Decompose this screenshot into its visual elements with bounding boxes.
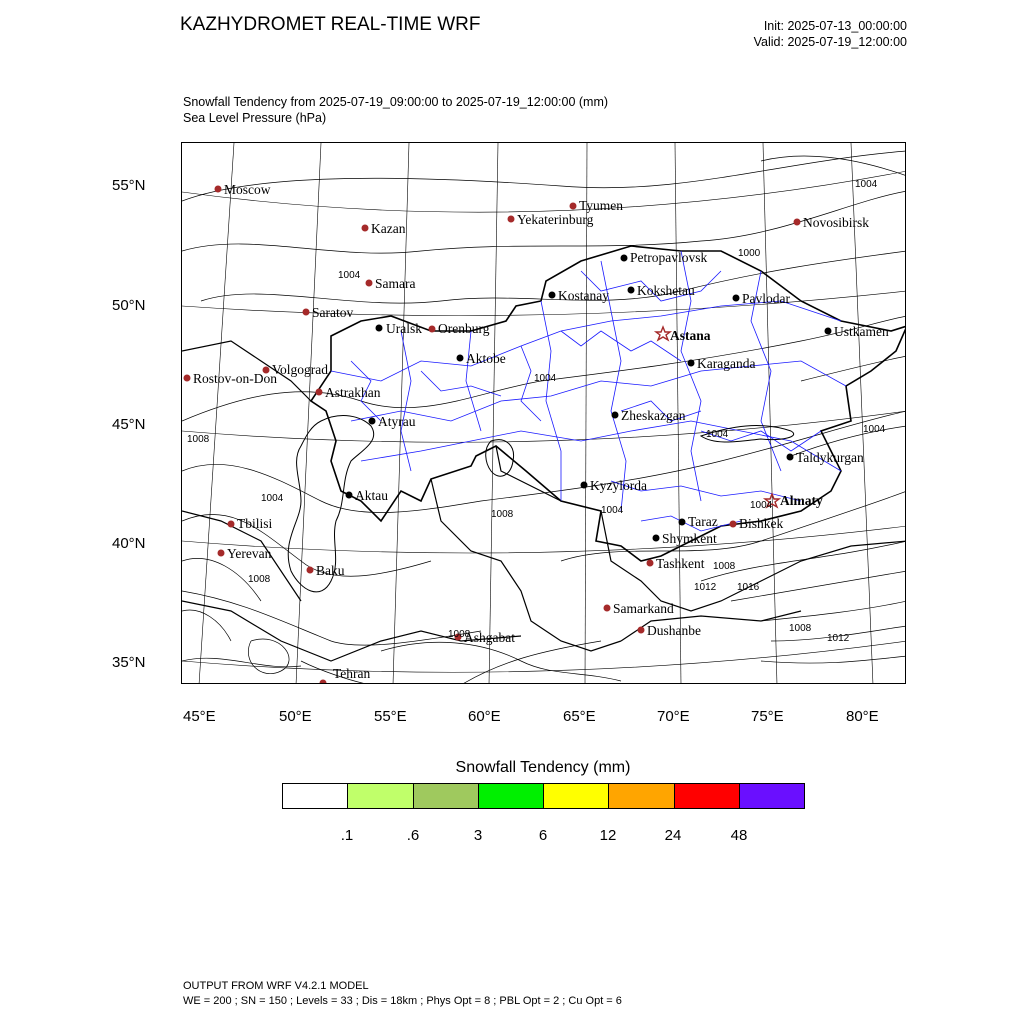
city-labels bbox=[193, 182, 889, 681]
city-label: Taldykurgan bbox=[796, 450, 864, 465]
model-info: OUTPUT FROM WRF V4.2.1 MODEL bbox=[183, 980, 369, 992]
city-markers bbox=[184, 186, 832, 685]
city-label: Dushanbe bbox=[647, 623, 701, 638]
marker-tbilisi[interactable] bbox=[228, 521, 235, 528]
colorbar-label: 6 bbox=[538, 827, 548, 844]
city-label: Volgograd bbox=[272, 362, 328, 377]
city-label: Ustkamen bbox=[834, 324, 889, 339]
isobar-label: 1004 bbox=[863, 424, 886, 435]
city-label: Kazan bbox=[371, 221, 406, 236]
city-label: Karaganda bbox=[697, 356, 756, 371]
marker-dushanbe[interactable] bbox=[638, 627, 645, 634]
city-label: Almaty bbox=[780, 493, 823, 508]
marker-bishkek[interactable] bbox=[730, 521, 737, 528]
marker-aktau[interactable] bbox=[346, 492, 353, 499]
colorbar-label: 24 bbox=[664, 827, 682, 844]
city-label: Astrakhan bbox=[325, 385, 381, 400]
marker-samara[interactable] bbox=[366, 280, 373, 287]
city-label: Uralsk bbox=[386, 321, 422, 336]
colorbar-segment bbox=[348, 784, 413, 808]
lon-label-55: 55°E bbox=[374, 708, 407, 725]
lat-label-35: 35°N bbox=[112, 654, 146, 671]
colorbar-segment bbox=[283, 784, 348, 808]
marker-moscow[interactable] bbox=[215, 186, 222, 193]
lon-label-60: 60°E bbox=[468, 708, 501, 725]
isobar-label: 1016 bbox=[737, 582, 760, 593]
marker-tashkent[interactable] bbox=[647, 560, 654, 567]
marker-petropavlovsk[interactable] bbox=[621, 255, 628, 262]
lon-label-65: 65°E bbox=[563, 708, 596, 725]
colorbar-segment bbox=[675, 784, 740, 808]
city-label: Tbilisi bbox=[237, 516, 273, 531]
colorbar-title: Snowfall Tendency (mm) bbox=[455, 759, 631, 776]
isobar-label: 1000 bbox=[738, 248, 761, 259]
isobar-label: 1004 bbox=[601, 505, 624, 516]
field-subtitle: Snowfall Tendency from 2025-07-19_09:00:00 to 2025-07-19_12:00:00 (mm) bbox=[183, 95, 609, 109]
city-label: Yekaterinburg bbox=[517, 212, 594, 227]
isobars bbox=[182, 151, 906, 684]
marker-shymkent[interactable] bbox=[653, 535, 660, 542]
marker-taraz[interactable] bbox=[679, 519, 686, 526]
city-label: Samarkand bbox=[613, 601, 674, 616]
marker-astrakhan[interactable] bbox=[316, 389, 323, 396]
city-label: Kyzylorda bbox=[590, 478, 647, 493]
lon-label-70: 70°E bbox=[657, 708, 690, 725]
lat-label-45: 45°N bbox=[112, 416, 146, 433]
city-label: Ashgabat bbox=[464, 630, 515, 645]
lat-label-50: 50°N bbox=[112, 297, 146, 314]
city-label: Kostanay bbox=[558, 288, 609, 303]
marker-karaganda[interactable] bbox=[688, 360, 695, 367]
star-icon[interactable] bbox=[656, 327, 670, 340]
marker-tehran[interactable] bbox=[320, 680, 327, 685]
marker-tyumen[interactable] bbox=[570, 203, 577, 210]
isobar-label: 1012 bbox=[827, 633, 850, 644]
city-label: Tehran bbox=[333, 666, 371, 681]
colorbar bbox=[282, 783, 805, 809]
marker-orenburg[interactable] bbox=[429, 326, 436, 333]
marker-kyzylorda[interactable] bbox=[581, 482, 588, 489]
isobar-label: 1004 bbox=[338, 270, 361, 281]
init-time: Init: 2025-07-13_00:00:00 bbox=[763, 19, 907, 33]
colorbar-label: .6 bbox=[406, 827, 420, 844]
isobar-label: 1008 bbox=[491, 509, 514, 520]
city-label: Tyumen bbox=[579, 198, 624, 213]
city-label: Aktau bbox=[355, 488, 388, 503]
marker-saratov[interactable] bbox=[303, 309, 310, 316]
marker-baku[interactable] bbox=[307, 567, 314, 574]
colorbar-label: 48 bbox=[730, 827, 748, 844]
marker-atyrau[interactable] bbox=[369, 418, 376, 425]
marker-uralsk[interactable] bbox=[376, 325, 383, 332]
isobar-label: 1004 bbox=[261, 493, 284, 504]
isobar-label: 1008 bbox=[713, 561, 736, 572]
run-times bbox=[754, 18, 907, 50]
marker-kazan[interactable] bbox=[362, 225, 369, 232]
city-label: Atyrau bbox=[378, 414, 416, 429]
marker-kostanay[interactable] bbox=[549, 292, 556, 299]
lon-label-45: 45°E bbox=[183, 708, 216, 725]
valid-time: Valid: 2025-07-19_12:00:00 bbox=[753, 35, 907, 49]
colorbar-label: .1 bbox=[340, 827, 354, 844]
isobar-label: 1004 bbox=[706, 429, 729, 440]
map-svg bbox=[182, 143, 906, 684]
marker-aktobe[interactable] bbox=[457, 355, 464, 362]
city-label: Samara bbox=[375, 276, 416, 291]
city-label: Orenburg bbox=[438, 321, 490, 336]
colorbar-segment bbox=[414, 784, 479, 808]
marker-yekaterinburg[interactable] bbox=[508, 216, 515, 223]
city-label: Bishkek bbox=[739, 516, 784, 531]
colorbar-label: 3 bbox=[473, 827, 483, 844]
colorbar-segment bbox=[740, 784, 804, 808]
city-label: Pavlodar bbox=[742, 291, 790, 306]
city-label: Saratov bbox=[312, 305, 354, 320]
isobar-label: 1008 bbox=[187, 434, 210, 445]
city-label: Rostov-on-Don bbox=[193, 371, 277, 386]
isobar-label: 1012 bbox=[694, 582, 717, 593]
city-label: Astana bbox=[670, 328, 711, 343]
city-label: Baku bbox=[316, 563, 345, 578]
isobar-label: 1004 bbox=[855, 179, 878, 190]
lon-label-80: 80°E bbox=[846, 708, 879, 725]
city-label: Kokshetau bbox=[637, 283, 695, 298]
city-label: Yerevan bbox=[227, 546, 272, 561]
model-config: WE = 200 ; SN = 150 ; Levels = 33 ; Dis = 18km ; Phys Opt = 8 ; PBL Opt = 2 ; Cu Opt = 6 bbox=[183, 995, 622, 1007]
marker-rostov[interactable] bbox=[184, 375, 191, 382]
lat-label-55: 55°N bbox=[112, 177, 146, 194]
map-panel[interactable] bbox=[181, 142, 906, 684]
marker-samarkand[interactable] bbox=[604, 605, 611, 612]
marker-yerevan[interactable] bbox=[218, 550, 225, 557]
colorbar-label: 12 bbox=[599, 827, 617, 844]
city-label: Taraz bbox=[688, 514, 718, 529]
city-label: Zheskazgan bbox=[621, 408, 686, 423]
lat-label-40: 40°N bbox=[112, 535, 146, 552]
city-label: Moscow bbox=[224, 182, 271, 197]
marker-kokshetau[interactable] bbox=[628, 287, 635, 294]
contour-subtitle: Sea Level Pressure (hPa) bbox=[183, 111, 327, 125]
colorbar-segment bbox=[479, 784, 544, 808]
isobar-label: 1004 bbox=[534, 373, 557, 384]
city-label: Aktobe bbox=[466, 351, 506, 366]
isobar-label: 1008 bbox=[789, 623, 812, 634]
city-label: Novosibirsk bbox=[803, 215, 870, 230]
city-label: Shymkent bbox=[662, 531, 717, 546]
lon-label-50: 50°E bbox=[279, 708, 312, 725]
isobar-label: 1008 bbox=[248, 574, 271, 585]
marker-pavlodar[interactable] bbox=[733, 295, 740, 302]
marker-novosibirsk[interactable] bbox=[794, 219, 801, 226]
marker-ustkamen[interactable] bbox=[825, 328, 832, 335]
isobar-label: 1004 bbox=[750, 500, 773, 511]
city-label: Petropavlovsk bbox=[630, 250, 708, 265]
lon-label-75: 75°E bbox=[751, 708, 784, 725]
marker-taldykurgan[interactable] bbox=[787, 454, 794, 461]
city-label: Tashkent bbox=[656, 556, 705, 571]
colorbar-segment bbox=[609, 784, 674, 808]
colorbar-segment bbox=[544, 784, 609, 808]
map-title: KAZHYDROMET REAL-TIME WRF bbox=[180, 14, 481, 35]
marker-zheskazgan[interactable] bbox=[612, 412, 619, 419]
isobar-label: 1008 bbox=[448, 629, 471, 640]
isobar-labels bbox=[187, 179, 886, 644]
